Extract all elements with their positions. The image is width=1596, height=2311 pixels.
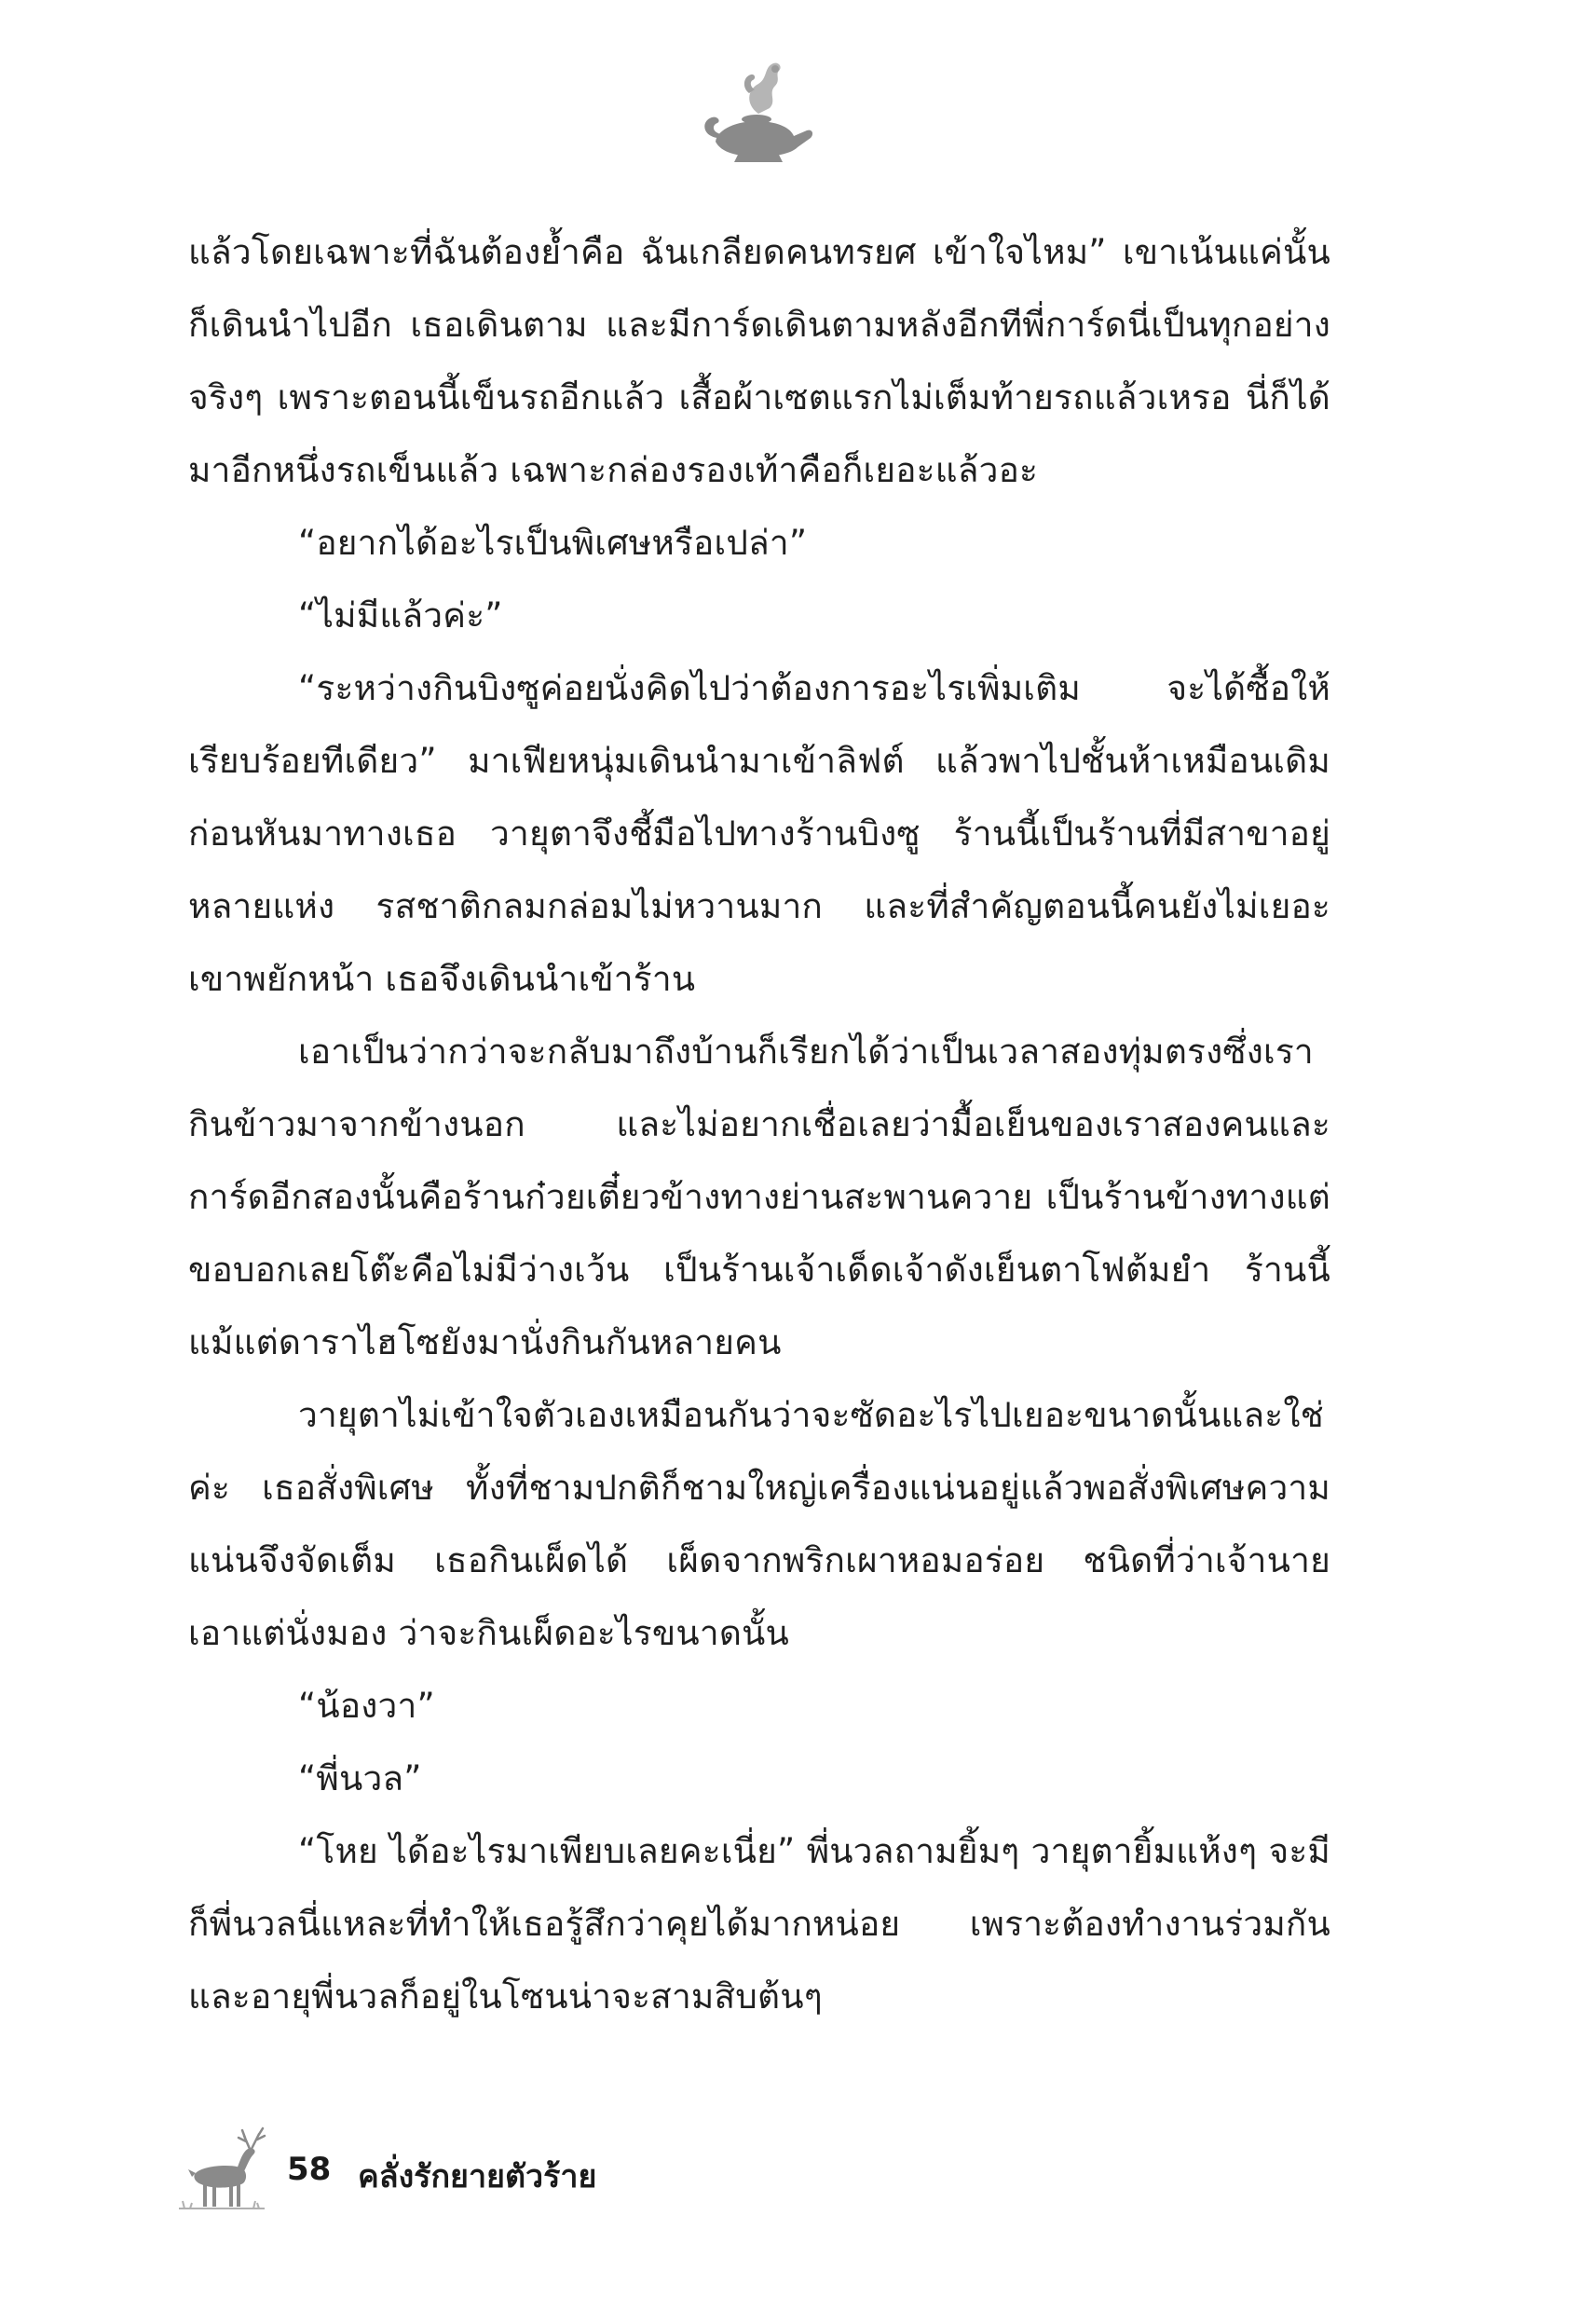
paragraph: “ระหว่างกินบิงซูค่อยนั่งคิดไปว่าต้องการอะไรเพิ่มเติม จะได้ซื้อให้เรียบร้อยทีเดียว” มาเฟียหนุ่มเดินนำมาเข้าลิฟต์ แล้วพาไปชั้นห้าเหมือนเดิม ก่อนหันมาทางเธอ วายุตาจึงชี้มือไปทางร้านบิงซู ร้านนี้เป็นร้านที่มีสาขาอยู่หลายแห่ง รสชาติกลมกล่อมไม่หวานมาก และที่สำคัญตอนนี้คนยังไม่เยอะ เขาพยักหน้า เธอจึงเดินนำเข้าร้าน [188, 668, 1330, 999]
paragraph: วายุตาไม่เข้าใจตัวเองเหมือนกันว่าจะซัดอะไรไปเยอะขนาดนั้นและใช่ค่ะ เธอสั่งพิเศษ ทั้งที่ชามปกติก็ชามใหญ่เครื่องแน่นอยู่แล้วพอสั่งพิเศษความแน่นจึงจัดเต็ม เธอกินเผ็ดได้ เผ็ดจากพริกเผาหอมอร่อย ชนิดที่ว่าเจ้านายเอาแต่นั่งมอง ว่าจะกินเผ็ดอะไรขนาดนั้น [188, 1395, 1330, 1653]
dialogue-line: “ไม่มีแล้วค่ะ” [298, 595, 503, 636]
page-number: 58 [287, 2151, 332, 2188]
deer-icon [175, 2126, 268, 2212]
dialogue-line: “พี่นวล” [298, 1758, 422, 1798]
dialogue-line: “อยากได้อะไรเป็นพิเศษหรือเปล่า” [298, 523, 808, 563]
page-body [188, 216, 1330, 2033]
page-footer [175, 2126, 827, 2212]
paragraph: แล้วโดยเฉพาะที่ฉันต้องย้ำคือ ฉันเกลียดคนทรยศ เข้าใจไหม” เขาเน้นแค่นั้นก็เดินนำไปอีก เธอเดินตาม และมีการ์ดเดินตามหลังอีกทีพี่การ์ดนี่เป็นทุกอย่างจริงๆ เพราะตอนนี้เข็นรถอีกแล้ว เสื้อผ้าเซตแรกไม่เต็มท้ายรถแล้วเหรอ นี่ก็ได้มาอีกหนึ่งรถเข็นแล้ว เฉพาะกล่องรองเท้าคือก็เยอะแล้วอะ [188, 232, 1330, 490]
dialogue-line: “น้องวา” [298, 1686, 435, 1726]
paragraph: เอาเป็นว่ากว่าจะกลับมาถึงบ้านก็เรียกได้ว่าเป็นเวลาสองทุ่มตรงซึ่งเรากินข้าวมาจากข้างนอก และไม่อยากเชื่อเลยว่ามื้อเย็นของเราสองคนและการ์ดอีกสองนั้นคือร้านก๋วยเตี๋ยวข้างทางย่านสะพานควาย เป็นร้านข้างทางแต่ขอบอกเลยโต๊ะคือไม่มีว่างเว้น เป็นร้านเจ้าเด็ดเจ้าดังเย็นตาโฟต้มยำ ร้านนี้แม้แต่ดาราไฮโซยังมานั่งกินกันหลายคน [188, 1032, 1330, 1362]
lamp-genie-icon [689, 56, 820, 168]
book-title: คลั่งรักยายตัวร้าย [358, 2158, 597, 2195]
paragraph: “โหย ได้อะไรมาเพียบเลยคะเนี่ย” พี่นวลถามยิ้มๆ วายุตายิ้มแห้งๆ จะมีก็พี่นวลนี่แหละที่ทำให้เธอรู้สึกว่าคุยได้มากหน่อย เพราะต้องทำงานร่วมกันและอายุพี่นวลก็อยู่ในโซนน่าจะสามสิบต้นๆ [188, 1831, 1330, 2017]
